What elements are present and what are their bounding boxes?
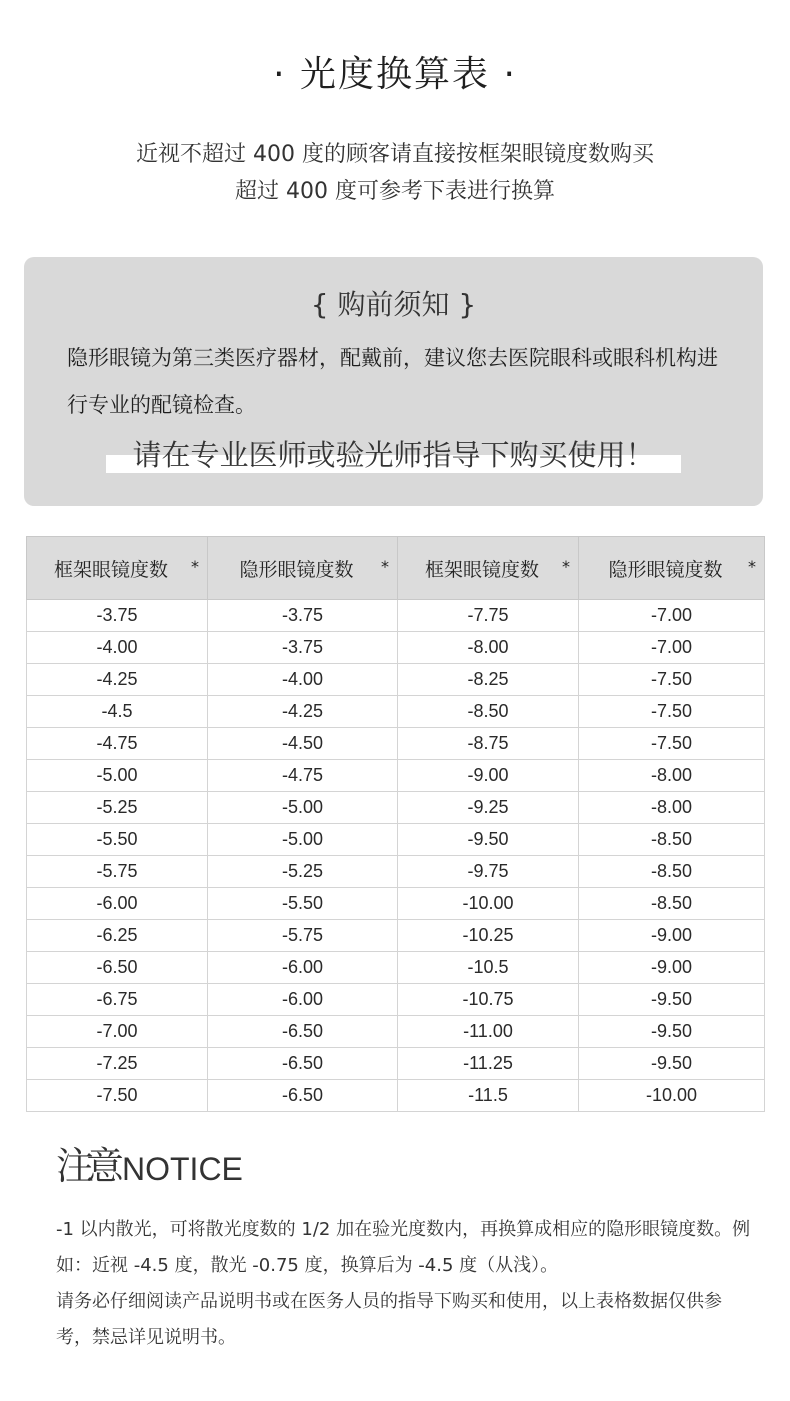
table-row: [27, 664, 765, 696]
notes-paragraph: 请务必仔细阅读产品说明书或在医务人员的指导下购买和使用，以上表格数据仅供参考，禁忌详见说明书。: [56, 1291, 722, 1348]
table-cell: -11.25: [398, 1048, 579, 1080]
table-row: [27, 632, 765, 664]
table-cell: -4.00: [27, 632, 208, 664]
table-cell: -4.75: [27, 728, 208, 760]
table-cell: -9.50: [579, 984, 765, 1016]
table-cell: -7.75: [398, 600, 579, 632]
table-cell: -8.00: [398, 632, 579, 664]
table-cell: -8.00: [579, 792, 765, 824]
table-cell: -5.25: [27, 792, 208, 824]
table-cell: -8.00: [579, 760, 765, 792]
table-cell: -9.75: [398, 856, 579, 888]
table-cell: -7.50: [579, 696, 765, 728]
table-cell: -8.25: [398, 664, 579, 696]
notice-title: { 购前须知 }: [310, 288, 477, 321]
header-marker: *: [191, 557, 199, 576]
table-cell: -6.75: [27, 984, 208, 1016]
table-cell: -5.75: [208, 920, 398, 952]
notice-heading-en: NOTICE: [122, 1151, 243, 1187]
table-row: [27, 984, 765, 1016]
table-cell: -6.00: [208, 984, 398, 1016]
header-label: 框架眼镜度数: [53, 558, 168, 581]
table-row: [27, 856, 765, 888]
notice-heading-zh: 注意: [56, 1144, 117, 1188]
notes-paragraph: -1 以内散光，可将散光度数的 1/2 加在验光度数内，再换算成相应的隐形眼镜度数。例如：近视 -4.5 度，散光 -0.75 度，换算后为 -4.5 度（从浅）。: [56, 1219, 751, 1276]
table-row: [27, 888, 765, 920]
table-cell: -9.00: [579, 952, 765, 984]
table-cell: -4.25: [27, 664, 208, 696]
table-cell: -10.75: [398, 984, 579, 1016]
table-header-row: [27, 537, 765, 600]
table-cell: -7.50: [27, 1080, 208, 1112]
table-cell: -3.75: [208, 632, 398, 664]
table-row: [27, 728, 765, 760]
table-body: [27, 600, 765, 1112]
table-cell: -5.00: [208, 792, 398, 824]
table-cell: -10.5: [398, 952, 579, 984]
table-row: [27, 792, 765, 824]
table-row: [27, 696, 765, 728]
table-cell: -6.50: [27, 952, 208, 984]
table-cell: -5.25: [208, 856, 398, 888]
table-cell: -6.50: [208, 1016, 398, 1048]
table-cell: -10.00: [579, 1080, 765, 1112]
table-cell: -11.00: [398, 1016, 579, 1048]
table-header-cell: [398, 537, 579, 600]
table-cell: -11.5: [398, 1080, 579, 1112]
table-cell: -4.75: [208, 760, 398, 792]
table-cell: -9.00: [398, 760, 579, 792]
table-cell: -10.00: [398, 888, 579, 920]
table-row: [27, 1048, 765, 1080]
table-cell: -9.00: [579, 920, 765, 952]
table-row: [27, 824, 765, 856]
table-cell: -8.50: [579, 888, 765, 920]
pre-purchase-notice-box: [24, 257, 763, 506]
table-cell: -3.75: [27, 600, 208, 632]
table-cell: -8.50: [579, 856, 765, 888]
table-row: [27, 600, 765, 632]
table-row: [27, 920, 765, 952]
table-cell: -3.75: [208, 600, 398, 632]
table-cell: -5.75: [27, 856, 208, 888]
table-cell: -7.25: [27, 1048, 208, 1080]
notice-heading: [56, 1135, 356, 1195]
table-cell: -7.00: [579, 632, 765, 664]
table-cell: -5.50: [27, 824, 208, 856]
notice-warning: 请在专业医师或验光师指导下购买使用！: [132, 438, 655, 472]
table-cell: -6.50: [208, 1080, 398, 1112]
header-label: 隐形眼镜度数: [608, 558, 723, 581]
header-marker: *: [748, 557, 756, 576]
header-label: 隐形眼镜度数: [239, 558, 354, 581]
table-row: [27, 760, 765, 792]
header-marker: *: [381, 557, 389, 576]
table-cell: -5.00: [208, 824, 398, 856]
table-header-cell: [579, 537, 765, 600]
header-marker: *: [562, 557, 570, 576]
table-cell: -4.25: [208, 696, 398, 728]
table-cell: -9.50: [398, 824, 579, 856]
table-row: [27, 1016, 765, 1048]
conversion-table: [26, 536, 765, 1112]
table-cell: -8.50: [398, 696, 579, 728]
table-cell: -9.25: [398, 792, 579, 824]
table-cell: -7.50: [579, 664, 765, 696]
table-cell: -5.00: [27, 760, 208, 792]
table-header-cell: [208, 537, 398, 600]
table-cell: -7.50: [579, 728, 765, 760]
table-header-cell: [27, 537, 208, 600]
table-row: [27, 1080, 765, 1112]
table-cell: -9.50: [579, 1048, 765, 1080]
table-cell: -8.75: [398, 728, 579, 760]
table-cell: -7.00: [27, 1016, 208, 1048]
table-cell: -6.50: [208, 1048, 398, 1080]
table-cell: -6.00: [208, 952, 398, 984]
table-cell: -8.50: [579, 824, 765, 856]
notice-body: 隐形眼镜为第三类医疗器材，配戴前，建议您去医院眼科或眼科机构进行专业的配镜检查。: [67, 346, 718, 417]
header-label: 框架眼镜度数: [424, 558, 539, 581]
page-title: · 光度换算表 ·: [273, 54, 517, 95]
table-cell: -4.50: [208, 728, 398, 760]
table-cell: -6.25: [27, 920, 208, 952]
table-cell: -6.00: [27, 888, 208, 920]
table-cell: -4.00: [208, 664, 398, 696]
table-cell: -10.25: [398, 920, 579, 952]
table-cell: -5.50: [208, 888, 398, 920]
table-row: [27, 952, 765, 984]
subtitle-line-1: 近视不超过 400 度的顾客请直接按框架眼镜度数购买: [136, 142, 654, 167]
table-cell: -4.5: [27, 696, 208, 728]
table-cell: -7.00: [579, 600, 765, 632]
table-cell: -9.50: [579, 1016, 765, 1048]
subtitle-line-2: 超过 400 度可参考下表进行换算: [235, 179, 555, 204]
notes-text: [56, 1212, 756, 1356]
